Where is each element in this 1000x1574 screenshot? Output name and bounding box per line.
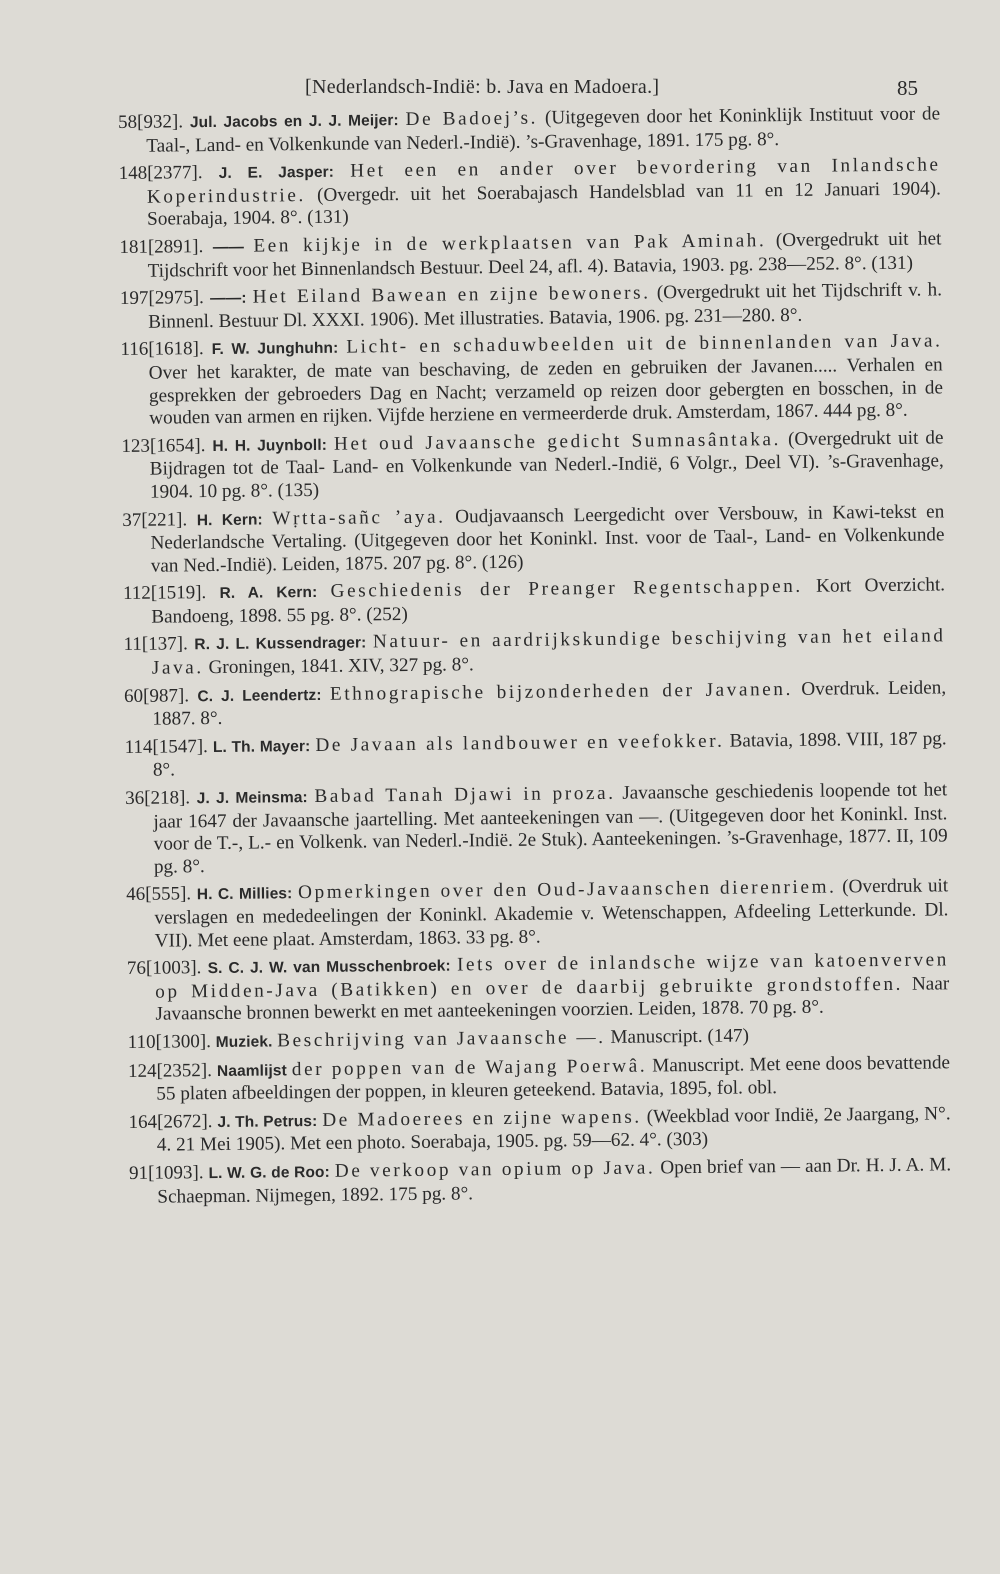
running-head: [Nederlandsch-Indië: b. Java en Madoera.]	[305, 76, 660, 98]
entry-title: Wṛtta-sañc ’aya.	[272, 506, 446, 529]
entry-reference: 11[137].	[123, 633, 188, 656]
entry-details: (Overdruk uit verslagen en mededeelingen der Koninkl. Akademie v. Wetenschappen, Afdeeling Letterkunde. Dl. VII). Met eene plaat. Amsterdam, 1863. 33 pg. 8°.	[154, 875, 949, 952]
entry-title: Beschrijving van Javaansche —.	[277, 1026, 606, 1052]
entry-reference: 123[1654].	[121, 434, 206, 457]
bibliography-entry	[120, 331, 943, 431]
entry-reference: 112[1519].	[122, 582, 207, 605]
entry-reference: 110[1300].	[127, 1031, 212, 1053]
entry-reference: 181[2891].	[119, 236, 204, 258]
bibliography-entry	[121, 427, 944, 504]
entry-title: Natuur- en aardrijkskundige beschijving van het eiland Java.	[151, 625, 946, 679]
entry-author: H. C. Millies:	[196, 885, 293, 904]
bibliography-entry	[123, 575, 945, 630]
bibliography-entry	[126, 876, 949, 953]
page-header	[0, 76, 1000, 106]
entry-title: Iets over de inlandsche wijze van katoenverven op Midden-Java (Batikken) en over de daarbij gebruikte grondstoffen.	[155, 949, 950, 1003]
entry-title: Opmerkingen over den Oud-Javaanschen dierenriem.	[298, 876, 837, 904]
entry-author: F. W. Junghuhn:	[211, 340, 339, 359]
bibliography-entry	[118, 103, 940, 158]
entry-author: Naamlijst	[216, 1061, 287, 1080]
entry-title: Babad Tanah Djawi in proza.	[314, 782, 616, 808]
entry-author: R. A. Kern:	[219, 584, 318, 603]
bibliography-entry	[125, 779, 948, 879]
entry-reference: 76[1003].	[126, 957, 202, 980]
entry-reference: 60[987].	[124, 684, 190, 707]
entry-details: (Overgedrukt uit het Tijdschrift v. h. Binnenl. Bestuur Dl. XXXI. 1906). Met illustraties. Batavia, 1906. pg. 231—280. 8°.	[148, 279, 943, 333]
bibliography-entry	[124, 677, 946, 732]
bibliography-entry	[119, 155, 942, 232]
entry-details: (Overgedr. uit het Soerabajasch Handelsblad van 11 en 12 Januari 1904). Soerabaja, 1904. 8°. (131)	[147, 178, 941, 231]
entry-details: (Weekblad voor Indië, 2e Jaargang, N°. 4. 21 Mei 1905). Met een photo. Soerabaja, 1905. pg. 59—62. 4°. (303)	[156, 1103, 951, 1156]
entry-reference: 124[2352].	[127, 1059, 213, 1082]
entry-title: Het een en ander over bevordering van Inlandsche Koperindustrie.	[146, 154, 941, 208]
entry-author: Jul. Jacobs en J. J. Meijer:	[189, 112, 399, 132]
entry-reference: 116[1618].	[120, 338, 204, 361]
entry-reference: 58[932].	[118, 111, 184, 133]
entry-details: Kort Overzicht. Bandoeng, 1898. 55 pg. 8°. (252)	[151, 574, 946, 628]
bibliography-entry	[125, 728, 947, 783]
entry-details: Open brief van — aan Dr. H. J. A. M. Schaepman. Nijmegen, 1892. 175 pg. 8°.	[157, 1154, 952, 1208]
bibliography-entry	[123, 626, 945, 681]
entry-details: Javaansche geschiedenis loopende tot het jaar 1647 der Javaansche jaartelling. Met aanteekeningen van —. (Uitgegeven door het Koninkl. Inst. voor de T.-, L.- en Volkenk. van Nederl.-Indië. 2e Stuk). Aanteekeningen. ’s-Gravenhage, 1877. II, 109 pg. 8°.	[153, 779, 948, 878]
entry-details: Groningen, 1841. XIV, 327 pg. 8°.	[208, 654, 474, 679]
bibliography-entry	[122, 501, 945, 578]
entry-reference: 197[2975].	[119, 287, 204, 310]
entry-title: Geschiedenis der Preanger Regentschappen.	[330, 576, 803, 603]
bibliography-entry	[128, 1023, 950, 1055]
entry-details: Manuscript. Met eene doos bevattende 55 platen afbeeldingen der poppen, in kleuren geteekend. Batavia, 1895, fol. obl.	[156, 1051, 951, 1105]
entry-details: Overdruk. Leiden, 1887. 8°.	[152, 677, 947, 730]
entry-author: C. J. Leendertz:	[197, 686, 322, 705]
bibliography-entry	[119, 228, 941, 283]
entry-author: J. E. Jasper:	[218, 163, 335, 183]
bibliography-list	[118, 103, 951, 1214]
entry-reference: 91[1093].	[129, 1162, 204, 1184]
entry-author: ——:	[209, 289, 247, 308]
entry-author: H. Kern:	[196, 511, 263, 529]
entry-author: ——	[212, 238, 245, 256]
entry-author: L. Th. Mayer:	[212, 737, 311, 756]
bibliography-entry	[128, 1103, 950, 1158]
entry-reference: 46[555].	[126, 883, 192, 906]
entry-title: Licht- en schaduwbeelden uit de binnenlanden van Java.	[346, 330, 943, 358]
entry-author: R. J. L. Kussendrager:	[194, 634, 367, 654]
entry-title: De verkoop van opium op Java.	[334, 1157, 656, 1182]
entry-reference: 164[2672].	[128, 1110, 213, 1133]
entry-title: Het oud Javaansche gedicht Sumnasântaka.	[333, 428, 782, 455]
entry-details: Manuscript. (147)	[610, 1025, 750, 1048]
bibliography-entry	[127, 950, 950, 1027]
entry-details: Naar Javaansche bronnen bewerkt en met aanteekeningen voorzien. Leiden, 1878. 70 pg. 8°.	[155, 973, 950, 1026]
entry-details: Batavia, 1898. VIII, 187 pg. 8°.	[152, 728, 947, 782]
entry-details: Oudjavaansch Leergedicht over Versbouw, in Kawi-tekst en Nederlandsche Vertaling. (Uitgegeven door het Koninkl. Inst. voor de Taal-, Land- en Volkenkunde van Ned.-Indië). Leiden, 1875. 207 pg. 8°. (126)	[150, 500, 945, 577]
entry-title: Het Eiland Bawean en zijne bewoners.	[252, 282, 651, 308]
entry-details: (Overgedrukt uit de Bijdragen tot de Taal- Land- en Volkenkunde van Nederl.-Indië, 6 Volgr., Deel VI). ’s-Gravenhage, 1904. 10 pg. 8°. (135)	[149, 427, 944, 503]
entry-title: De Madoerees en zijne wapens.	[322, 1106, 642, 1131]
entry-author: Muziek.	[215, 1033, 273, 1051]
entry-reference: 148[2377].	[118, 162, 203, 185]
entry-title: Een kijkje in de werkplaatsen van Pak Aminah.	[253, 230, 767, 257]
entry-details: (Uitgegeven door het Koninklijk Instituut voor de Taal-, Land- en Volkenkunde van Nederl.-Indië). ’s-Gravenhage, 1891. 175 pg. 8°.	[146, 103, 941, 157]
entry-details: (Overgedrukt uit het Tijdschrift voor het Binnenlandsch Bestuur. Deel 24, afl. 4). Batavia, 1903. pg. 238—252. 8°. (131)	[147, 228, 942, 282]
entry-reference: 37[221].	[122, 508, 188, 531]
entry-reference: 36[218].	[125, 787, 191, 809]
entry-title: Ethnograpische bijzonderheden der Javanen.	[329, 678, 794, 705]
entry-details: Over het karakter, de mate van beschaving, de zeden en gebruiken der Javanen..... Verhalen en gesprekken der gebroeders Dag en Nacht; verzameld op reizen door gebergten en bosschen, in de wouden van armen en rijken. Vijfde herziene en vermeerderde druk. Amsterdam, 1867. 444 pg. 8°.	[148, 354, 944, 429]
bibliography-entry	[120, 280, 942, 335]
page-number: 85	[897, 76, 918, 100]
entry-author: L. W. G. de Roo:	[208, 1163, 330, 1183]
bibliography-entry	[129, 1154, 951, 1209]
entry-author: J. J. Meinsma:	[196, 789, 308, 808]
entry-title: der poppen van de Wajang Poerwâ.	[291, 1055, 648, 1080]
bibliography-entry	[128, 1052, 950, 1107]
entry-author: J. Th. Petrus:	[217, 1112, 318, 1131]
entry-title: De Javaan als landbouwer en veefokker.	[315, 730, 725, 756]
entry-reference: 114[1547].	[124, 735, 208, 758]
entry-author: S. C. J. W. van Musschenbroek:	[207, 957, 451, 978]
entry-title: De Badoej’s.	[405, 107, 539, 130]
entry-author: H. H. Juynboll:	[212, 436, 328, 455]
